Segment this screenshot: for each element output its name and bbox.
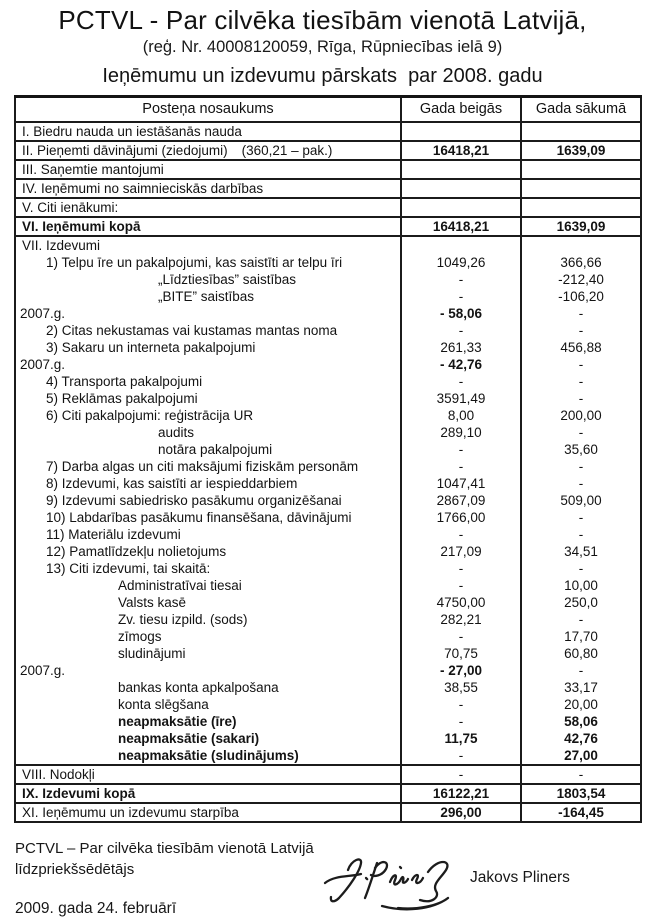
footer-role-line: līdzpriekšsēdētājs [15, 860, 135, 878]
value-year-start: 200,00 [521, 407, 641, 424]
value-year-start: 20,00 [521, 696, 641, 713]
report-table-header [15, 96, 641, 122]
value-year-end: 282,21 [401, 611, 521, 628]
row-label: 5) Reklāmas pakalpojumi [46, 390, 198, 406]
report-title: Ieņēmumu un izdevumu pārskats par 2008. gadu [102, 64, 543, 87]
value-year-start: - [521, 305, 641, 322]
value-year-end [401, 122, 521, 141]
value-year-start: 58,06 [521, 713, 641, 730]
value-year-start [521, 179, 641, 198]
value-year-end [401, 198, 521, 217]
table-row [15, 560, 641, 577]
row-label: 12) Pamatlīdzekļu nolietojums [46, 543, 227, 559]
value-year-start: 250,0 [521, 594, 641, 611]
row-label: 3) Sakaru un interneta pakalpojumi [46, 339, 256, 355]
table-row [15, 611, 641, 628]
value-year-start: -212,40 [521, 271, 641, 288]
value-year-end: 2867,09 [401, 492, 521, 509]
report-table-body [15, 122, 641, 822]
table-row [15, 305, 641, 322]
value-year-start: 366,66 [521, 254, 641, 271]
row-label: 1) Telpu īre un pakalpojumi, kas saistīti ar telpu īri [46, 254, 343, 270]
row-label: 2) Citas nekustamas vai kustamas mantas noma [46, 322, 338, 338]
row-label: neapmaksātie (sakari) [118, 730, 260, 746]
value-year-end: 11,75 [401, 730, 521, 747]
row-label: IX. Izdevumi kopā [15, 784, 401, 803]
table-row [15, 747, 641, 765]
value-year-start: 60,80 [521, 645, 641, 662]
value-year-end: - [401, 577, 521, 594]
value-year-end: 296,00 [401, 803, 521, 822]
value-year-end: 217,09 [401, 543, 521, 560]
value-year-end: 3591,49 [401, 390, 521, 407]
value-year-start: 1639,09 [521, 217, 641, 236]
value-year-start: 1803,54 [521, 784, 641, 803]
value-year-end: 1766,00 [401, 509, 521, 526]
table-row [15, 141, 641, 160]
row-label: 2007.g. [20, 662, 66, 678]
table-row [15, 713, 641, 730]
row-label: XI. Ieņēmumu un izdevumu starpība [15, 803, 401, 822]
table-row [15, 543, 641, 560]
row-label: VII. Izdevumi [22, 237, 101, 253]
row-label: 6) Citi pakalpojumi: reģistrācija UR [46, 407, 254, 423]
value-year-end: 16122,21 [401, 784, 521, 803]
table-row [15, 679, 641, 696]
value-year-end: 1047,41 [401, 475, 521, 492]
value-year-end: - [401, 628, 521, 645]
table-row [15, 577, 641, 594]
value-year-start [521, 122, 641, 141]
row-label: „Līdztiesības” saistības [158, 271, 297, 287]
table-row [15, 594, 641, 611]
table-row [15, 645, 641, 662]
signature-handwriting-icon [320, 850, 470, 914]
table-row [15, 803, 641, 822]
value-year-end: 4750,00 [401, 594, 521, 611]
column-header-year-start: Gada sākumā [521, 96, 641, 122]
row-label: V. Citi ienākumi: [15, 198, 401, 217]
table-row [15, 339, 641, 356]
value-year-start: - [521, 322, 641, 339]
value-year-end: - [401, 322, 521, 339]
value-year-end: 16418,21 [401, 217, 521, 236]
table-row [15, 696, 641, 713]
table-row [15, 784, 641, 803]
value-year-end: 16418,21 [401, 141, 521, 160]
value-year-end: - [401, 747, 521, 765]
row-label: III. Saņemtie mantojumi [15, 160, 401, 179]
value-year-start [521, 198, 641, 217]
table-row [15, 475, 641, 492]
table-row [15, 662, 641, 679]
column-header-item-name: Posteņa nosaukums [15, 96, 401, 122]
table-row [15, 765, 641, 784]
row-label: 13) Citi izdevumi, tai skaitā: [46, 560, 211, 576]
value-year-start: - [521, 475, 641, 492]
value-year-start: - [521, 611, 641, 628]
row-label: 7) Darba algas un citi maksājumi fiziskām personām [46, 458, 359, 474]
value-year-start: 456,88 [521, 339, 641, 356]
report-table [14, 95, 642, 823]
table-row [15, 198, 641, 217]
row-label: Administratīvai tiesai [118, 577, 242, 593]
row-note: (360,21 – pak.) [241, 142, 333, 158]
value-year-start: 17,70 [521, 628, 641, 645]
value-year-start: - [521, 356, 641, 373]
value-year-start: 33,17 [521, 679, 641, 696]
row-label: neapmaksātie (sludinājums) [15, 747, 401, 765]
footer-organization-line: PCTVL – Par cilvēka tiesībām vienotā Latvijā [15, 839, 314, 857]
footer-date-line: 2009. gada 24. februārī [15, 899, 177, 917]
value-year-start: 10,00 [521, 577, 641, 594]
value-year-start: - [521, 458, 641, 475]
signer-name: Jakovs Pliners [470, 868, 570, 886]
value-year-start: -106,20 [521, 288, 641, 305]
value-year-start: - [521, 765, 641, 784]
row-label: I. Biedru nauda un iestāšanās nauda [15, 122, 401, 141]
value-year-start: - [521, 390, 641, 407]
value-year-end [401, 236, 521, 254]
value-year-end [401, 179, 521, 198]
table-row [15, 441, 641, 458]
value-year-end: - [401, 765, 521, 784]
value-year-start: 34,51 [521, 543, 641, 560]
value-year-start: 27,00 [521, 747, 641, 765]
value-year-end: - 58,06 [401, 305, 521, 322]
value-year-end: - [401, 271, 521, 288]
value-year-end: - [401, 373, 521, 390]
row-label: sludinājumi [118, 645, 186, 661]
table-row [15, 160, 641, 179]
table-row [15, 373, 641, 390]
row-label: 9) Izdevumi sabiedrisko pasākumu organizēšanai [46, 492, 342, 508]
table-row [15, 356, 641, 373]
row-label: audits [158, 424, 195, 440]
value-year-end: - [401, 696, 521, 713]
table-row [15, 122, 641, 141]
table-row [15, 424, 641, 441]
row-label: 2007.g. [20, 356, 66, 372]
value-year-start: 35,60 [521, 441, 641, 458]
document-header [0, 0, 645, 88]
table-row [15, 628, 641, 645]
value-year-end: - [401, 713, 521, 730]
value-year-start: - [521, 373, 641, 390]
value-year-end: - [401, 441, 521, 458]
row-label: Zv. tiesu izpild. (sods) [118, 611, 248, 627]
value-year-start: 1639,09 [521, 141, 641, 160]
value-year-start: -164,45 [521, 803, 641, 822]
value-year-end: - [401, 526, 521, 543]
row-label: notāra pakalpojumi [158, 441, 273, 457]
row-label: konta slēgšana [118, 696, 209, 712]
table-row [15, 390, 641, 407]
value-year-start [521, 160, 641, 179]
row-label: bankas konta apkalpošana [118, 679, 279, 695]
table-row [15, 526, 641, 543]
row-label: „BITE” saistības [158, 288, 255, 304]
table-row [15, 730, 641, 747]
table-row [15, 254, 641, 271]
value-year-start: - [521, 424, 641, 441]
row-label: IV. Ieņēmumi no saimnieciskās darbības [15, 179, 401, 198]
table-row [15, 288, 641, 305]
value-year-end: - 42,76 [401, 356, 521, 373]
value-year-end: 8,00 [401, 407, 521, 424]
value-year-end [401, 160, 521, 179]
row-label: VI. Ieņēmumi kopā [15, 217, 401, 236]
row-label: 10) Labdarības pasākumu finansēšana, dāvinājumi [46, 509, 352, 525]
row-label: neapmaksātie (īre) [118, 713, 237, 729]
row-label: VIII. Nodokļi [15, 765, 401, 784]
table-row [15, 509, 641, 526]
table-row [15, 407, 641, 424]
row-label: 4) Transporta pakalpojumi [46, 373, 203, 389]
table-row [15, 271, 641, 288]
table-row [15, 217, 641, 236]
row-label: II. Pieņemti dāvinājumi (ziedojumi) (360,21 – pak.) [15, 141, 401, 160]
value-year-start: - [521, 560, 641, 577]
value-year-start: 509,00 [521, 492, 641, 509]
value-year-end: 70,75 [401, 645, 521, 662]
row-label: 2007.g. [20, 305, 66, 321]
table-row [15, 236, 641, 254]
row-label: Valsts kasē [118, 594, 187, 610]
row-label: 8) Izdevumi, kas saistīti ar iespieddarbiem [46, 475, 298, 491]
value-year-end: - 27,00 [401, 662, 521, 679]
registration-line: (reģ. Nr. 40008120059, Rīga, Rūpniecības ielā 9) [142, 37, 503, 56]
value-year-start [521, 236, 641, 254]
value-year-start: 42,76 [521, 730, 641, 747]
table-row [15, 458, 641, 475]
row-label: zīmogs [118, 628, 162, 644]
table-row [15, 179, 641, 198]
value-year-start: - [521, 509, 641, 526]
value-year-end: 38,55 [401, 679, 521, 696]
document-footer [15, 838, 645, 922]
value-year-end: 261,33 [401, 339, 521, 356]
row-label: 11) Materiālu izdevumi [46, 526, 181, 542]
value-year-end: 289,10 [401, 424, 521, 441]
table-row [15, 322, 641, 339]
value-year-end: - [401, 288, 521, 305]
value-year-start: - [521, 662, 641, 679]
value-year-start: - [521, 526, 641, 543]
value-year-end: - [401, 458, 521, 475]
value-year-end: - [401, 560, 521, 577]
table-row [15, 492, 641, 509]
page-title: PCTVL - Par cilvēka tiesībām vienotā Latvijā, [58, 5, 587, 35]
value-year-end: 1049,26 [401, 254, 521, 271]
column-header-year-end: Gada beigās [401, 96, 521, 122]
